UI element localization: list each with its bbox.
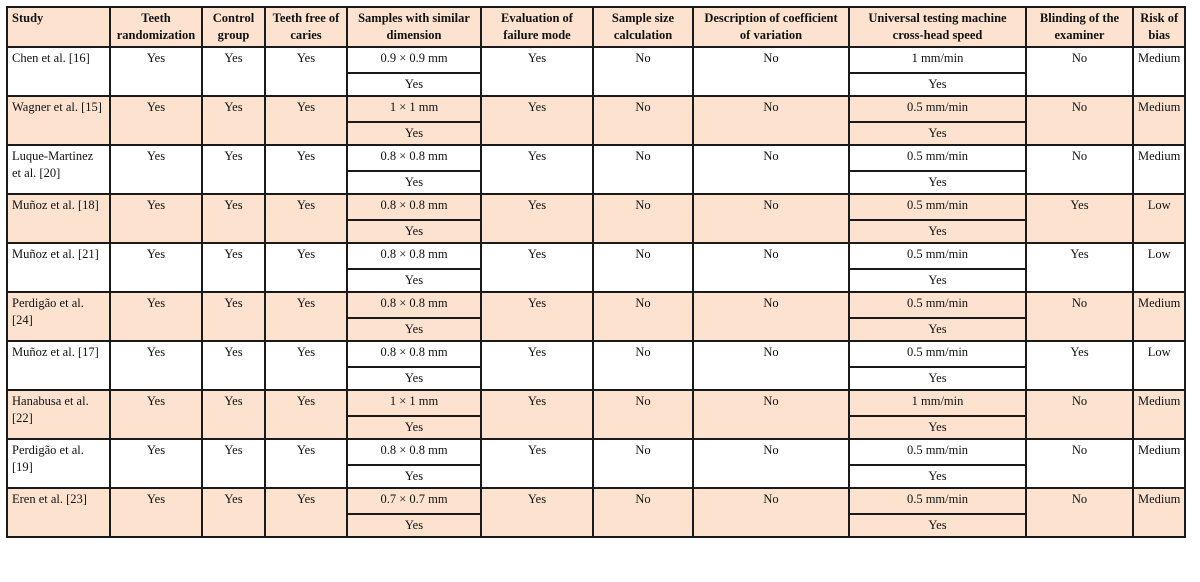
coefficient-cell: No (693, 488, 849, 537)
table-row (7, 47, 1185, 73)
header-coefficient-variation: Description of coefficient of variation (693, 7, 849, 47)
coefficient-cell: No (693, 243, 849, 292)
table-body (7, 47, 1185, 537)
sample-dimension-cell: 0.8 × 0.8 mm (347, 292, 481, 318)
sample-size-cell: No (593, 145, 693, 194)
failure-mode-cell: Yes (481, 145, 593, 194)
sample-dimension-cell: 1 × 1 mm (347, 390, 481, 416)
failure-mode-cell: Yes (481, 292, 593, 341)
control-group-cell: Yes (202, 96, 265, 145)
teeth-randomization-cell: Yes (110, 439, 202, 488)
sample-size-cell: No (593, 47, 693, 96)
failure-mode-cell: Yes (481, 390, 593, 439)
header-risk-of-bias: Risk of bias (1133, 7, 1185, 47)
crosshead-speed-yes-cell: Yes (849, 122, 1026, 145)
header-sample-size-calculation: Sample size calculation (593, 7, 693, 47)
teeth-free-cell: Yes (265, 145, 347, 194)
table-row (7, 341, 1185, 367)
header-study: Study (7, 7, 110, 47)
failure-mode-cell: Yes (481, 243, 593, 292)
teeth-randomization-cell: Yes (110, 488, 202, 537)
teeth-randomization-cell: Yes (110, 145, 202, 194)
blinding-cell: No (1026, 439, 1133, 488)
crosshead-speed-yes-cell: Yes (849, 465, 1026, 488)
blinding-cell: No (1026, 488, 1133, 537)
study-cell: Perdigão et al. [24] (7, 292, 110, 341)
crosshead-speed-yes-cell: Yes (849, 220, 1026, 243)
crosshead-speed-cell: 1 mm/min (849, 47, 1026, 73)
risk-of-bias-cell: Medium (1133, 390, 1185, 439)
blinding-cell: No (1026, 390, 1133, 439)
control-group-cell: Yes (202, 47, 265, 96)
risk-of-bias-cell: Low (1133, 194, 1185, 243)
study-cell: Perdigão et al. [19] (7, 439, 110, 488)
crosshead-speed-yes-cell: Yes (849, 171, 1026, 194)
header-row (7, 7, 1185, 47)
sample-dimension-cell: 0.8 × 0.8 mm (347, 439, 481, 465)
blinding-cell: No (1026, 145, 1133, 194)
study-cell: Wagner et al. [15] (7, 96, 110, 145)
teeth-free-cell: Yes (265, 390, 347, 439)
sample-dimension-yes-cell: Yes (347, 171, 481, 194)
failure-mode-cell: Yes (481, 194, 593, 243)
control-group-cell: Yes (202, 292, 265, 341)
study-cell: Chen et al. [16] (7, 47, 110, 96)
crosshead-speed-yes-cell: Yes (849, 514, 1026, 537)
table-row (7, 243, 1185, 269)
control-group-cell: Yes (202, 341, 265, 390)
crosshead-speed-cell: 1 mm/min (849, 390, 1026, 416)
sample-size-cell: No (593, 194, 693, 243)
teeth-free-cell: Yes (265, 341, 347, 390)
crosshead-speed-cell: 0.5 mm/min (849, 341, 1026, 367)
sample-dimension-yes-cell: Yes (347, 416, 481, 439)
control-group-cell: Yes (202, 194, 265, 243)
sample-dimension-yes-cell: Yes (347, 318, 481, 341)
sample-dimension-yes-cell: Yes (347, 122, 481, 145)
risk-of-bias-cell: Low (1133, 341, 1185, 390)
sample-size-cell: No (593, 341, 693, 390)
teeth-free-cell: Yes (265, 96, 347, 145)
teeth-randomization-cell: Yes (110, 390, 202, 439)
failure-mode-cell: Yes (481, 439, 593, 488)
crosshead-speed-yes-cell: Yes (849, 73, 1026, 96)
failure-mode-cell: Yes (481, 96, 593, 145)
sample-dimension-cell: 0.9 × 0.9 mm (347, 47, 481, 73)
header-evaluation-failure-mode: Evaluation of failure mode (481, 7, 593, 47)
blinding-cell: Yes (1026, 243, 1133, 292)
risk-of-bias-cell: Medium (1133, 145, 1185, 194)
header-testing-machine-speed: Universal testing machine cross-head speed (849, 7, 1026, 47)
sample-size-cell: No (593, 243, 693, 292)
coefficient-cell: No (693, 145, 849, 194)
table-row (7, 292, 1185, 318)
control-group-cell: Yes (202, 243, 265, 292)
crosshead-speed-cell: 0.5 mm/min (849, 145, 1026, 171)
table-row (7, 390, 1185, 416)
sample-size-cell: No (593, 292, 693, 341)
crosshead-speed-cell: 0.5 mm/min (849, 243, 1026, 269)
table-row (7, 145, 1185, 171)
teeth-randomization-cell: Yes (110, 243, 202, 292)
sample-dimension-cell: 0.8 × 0.8 mm (347, 145, 481, 171)
blinding-cell: No (1026, 47, 1133, 96)
coefficient-cell: No (693, 96, 849, 145)
sample-dimension-cell: 0.8 × 0.8 mm (347, 341, 481, 367)
crosshead-speed-yes-cell: Yes (849, 318, 1026, 341)
failure-mode-cell: Yes (481, 47, 593, 96)
control-group-cell: Yes (202, 439, 265, 488)
table-row (7, 96, 1185, 122)
sample-size-cell: No (593, 96, 693, 145)
risk-of-bias-cell: Medium (1133, 439, 1185, 488)
study-cell: Eren et al. [23] (7, 488, 110, 537)
teeth-free-cell: Yes (265, 439, 347, 488)
teeth-free-cell: Yes (265, 47, 347, 96)
crosshead-speed-cell: 0.5 mm/min (849, 292, 1026, 318)
coefficient-cell: No (693, 341, 849, 390)
blinding-cell: No (1026, 96, 1133, 145)
table-row (7, 439, 1185, 465)
header-control-group: Control group (202, 7, 265, 47)
teeth-randomization-cell: Yes (110, 292, 202, 341)
risk-of-bias-table-wrapper (6, 6, 1186, 538)
sample-dimension-yes-cell: Yes (347, 514, 481, 537)
risk-of-bias-cell: Medium (1133, 292, 1185, 341)
study-cell: Muñoz et al. [17] (7, 341, 110, 390)
study-cell: Muñoz et al. [21] (7, 243, 110, 292)
crosshead-speed-cell: 0.5 mm/min (849, 96, 1026, 122)
sample-dimension-cell: 1 × 1 mm (347, 96, 481, 122)
risk-of-bias-table (6, 6, 1186, 538)
risk-of-bias-cell: Low (1133, 243, 1185, 292)
failure-mode-cell: Yes (481, 488, 593, 537)
crosshead-speed-cell: 0.5 mm/min (849, 439, 1026, 465)
control-group-cell: Yes (202, 390, 265, 439)
sample-dimension-yes-cell: Yes (347, 220, 481, 243)
sample-size-cell: No (593, 488, 693, 537)
coefficient-cell: No (693, 194, 849, 243)
coefficient-cell: No (693, 47, 849, 96)
header-teeth-free-of-caries: Teeth free of caries (265, 7, 347, 47)
blinding-cell: No (1026, 292, 1133, 341)
coefficient-cell: No (693, 292, 849, 341)
teeth-randomization-cell: Yes (110, 96, 202, 145)
teeth-free-cell: Yes (265, 488, 347, 537)
blinding-cell: Yes (1026, 341, 1133, 390)
control-group-cell: Yes (202, 488, 265, 537)
crosshead-speed-yes-cell: Yes (849, 269, 1026, 292)
study-cell: Hanabusa et al. [22] (7, 390, 110, 439)
control-group-cell: Yes (202, 145, 265, 194)
failure-mode-cell: Yes (481, 341, 593, 390)
study-cell: Muñoz et al. [18] (7, 194, 110, 243)
sample-size-cell: No (593, 390, 693, 439)
header-blinding-examiner: Blinding of the examiner (1026, 7, 1133, 47)
table-row (7, 194, 1185, 220)
sample-dimension-yes-cell: Yes (347, 367, 481, 390)
risk-of-bias-cell: Medium (1133, 488, 1185, 537)
blinding-cell: Yes (1026, 194, 1133, 243)
crosshead-speed-cell: 0.5 mm/min (849, 488, 1026, 514)
teeth-randomization-cell: Yes (110, 194, 202, 243)
sample-dimension-yes-cell: Yes (347, 465, 481, 488)
sample-dimension-cell: 0.7 × 0.7 mm (347, 488, 481, 514)
risk-of-bias-cell: Medium (1133, 47, 1185, 96)
sample-dimension-cell: 0.8 × 0.8 mm (347, 194, 481, 220)
sample-dimension-yes-cell: Yes (347, 269, 481, 292)
teeth-free-cell: Yes (265, 194, 347, 243)
crosshead-speed-yes-cell: Yes (849, 367, 1026, 390)
teeth-free-cell: Yes (265, 292, 347, 341)
risk-of-bias-cell: Medium (1133, 96, 1185, 145)
study-cell: Luque-Martinez et al. [20] (7, 145, 110, 194)
table-row (7, 488, 1185, 514)
header-teeth-randomization: Teeth randomization (110, 7, 202, 47)
teeth-randomization-cell: Yes (110, 341, 202, 390)
coefficient-cell: No (693, 439, 849, 488)
coefficient-cell: No (693, 390, 849, 439)
sample-size-cell: No (593, 439, 693, 488)
teeth-free-cell: Yes (265, 243, 347, 292)
sample-dimension-yes-cell: Yes (347, 73, 481, 96)
header-samples-similar-dimension: Samples with similar dimension (347, 7, 481, 47)
crosshead-speed-cell: 0.5 mm/min (849, 194, 1026, 220)
teeth-randomization-cell: Yes (110, 47, 202, 96)
sample-dimension-cell: 0.8 × 0.8 mm (347, 243, 481, 269)
crosshead-speed-yes-cell: Yes (849, 416, 1026, 439)
